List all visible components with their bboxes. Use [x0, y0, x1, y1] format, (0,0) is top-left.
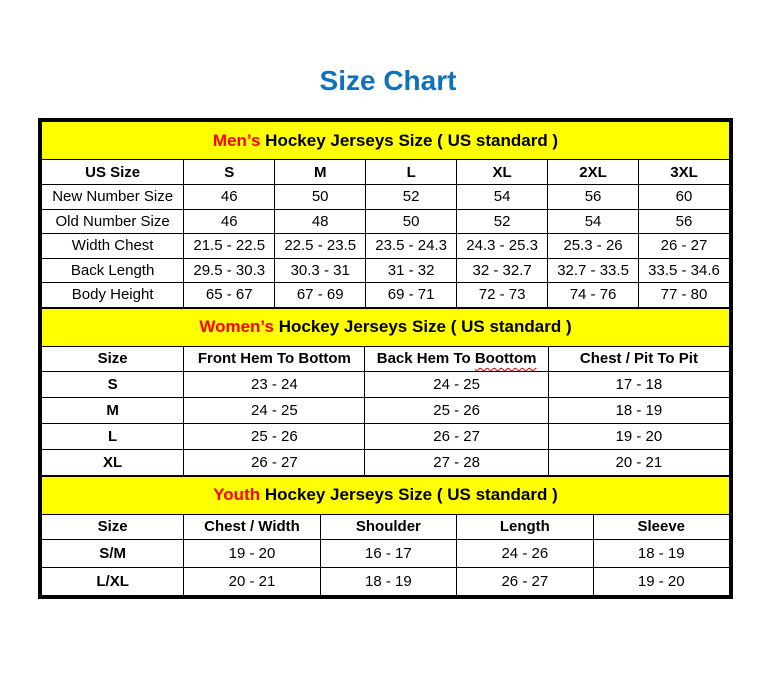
table-row: [42, 567, 730, 595]
header-row: [42, 514, 730, 539]
cell: 77 - 80: [639, 283, 730, 308]
row-label: S: [42, 371, 184, 397]
cell: 52: [457, 209, 548, 234]
column-header: Back Hem To Boottom: [365, 346, 548, 371]
section-band-youth: [42, 476, 730, 514]
cell: 19 - 20: [548, 423, 729, 449]
row-label: Old Number Size: [42, 209, 184, 234]
band-highlight: Youth: [213, 485, 261, 504]
band-title-rest: Hockey Jerseys Size ( US standard ): [260, 485, 558, 504]
cell: 50: [366, 209, 457, 234]
cell: 54: [548, 209, 639, 234]
cell: 18 - 19: [548, 397, 729, 423]
row-label: New Number Size: [42, 185, 184, 210]
cell: 50: [275, 185, 366, 210]
cell: 60: [639, 185, 730, 210]
cell: 23 - 24: [184, 371, 365, 397]
row-label: Back Length: [42, 258, 184, 283]
cell: 16 - 17: [320, 539, 456, 567]
cell: 48: [275, 209, 366, 234]
cell: 19 - 20: [593, 567, 729, 595]
table-row: [42, 209, 730, 234]
cell: 26 - 27: [639, 234, 730, 259]
column-header: Shoulder: [320, 514, 456, 539]
column-header: Chest / Width: [184, 514, 320, 539]
column-header: Length: [457, 514, 593, 539]
column-header: M: [275, 160, 366, 185]
table-youth: [41, 476, 730, 596]
size-chart-table: [38, 118, 733, 599]
table-row: [42, 258, 730, 283]
cell: 31 - 32: [366, 258, 457, 283]
header-row: [42, 160, 730, 185]
cell: 18 - 19: [320, 567, 456, 595]
table-row: [42, 397, 730, 423]
cell: 46: [184, 185, 275, 210]
cell: 26 - 27: [184, 449, 365, 475]
column-header: S: [184, 160, 275, 185]
table-mens: [41, 121, 730, 308]
column-header: Front Hem To Bottom: [184, 346, 365, 371]
band-highlight: Men’s: [212, 130, 261, 150]
cell: 56: [639, 209, 730, 234]
cell: 69 - 71: [366, 283, 457, 308]
section-band-mens: [42, 122, 730, 160]
page-title: Size Chart: [319, 65, 457, 96]
cell: 30.3 - 31: [275, 258, 366, 283]
table-row: [42, 185, 730, 210]
table-row: [42, 449, 730, 475]
misspelled-word: Boottom: [474, 350, 537, 367]
cell: 29.5 - 30.3: [184, 258, 275, 283]
table-row: [42, 423, 730, 449]
cell: 24 - 25: [365, 371, 548, 397]
cell: 32.7 - 33.5: [548, 258, 639, 283]
cell: 33.5 - 34.6: [639, 258, 730, 283]
column-header: Size: [42, 514, 184, 539]
cell: 74 - 76: [548, 283, 639, 308]
section-band-womens: [42, 308, 730, 346]
table-row: [42, 539, 730, 567]
row-label: M: [42, 397, 184, 423]
cell: 24 - 25: [184, 397, 365, 423]
cell: 24 - 26: [457, 539, 593, 567]
cell: 21.5 - 22.5: [184, 234, 275, 259]
cell: 67 - 69: [275, 283, 366, 308]
band-highlight: Women’s: [199, 317, 274, 336]
cell: 26 - 27: [365, 423, 548, 449]
column-header: 2XL: [548, 160, 639, 185]
row-label: S/M: [42, 539, 184, 567]
row-label: L/XL: [42, 567, 184, 595]
cell: 32 - 32.7: [457, 258, 548, 283]
column-header: L: [366, 160, 457, 185]
row-label: XL: [42, 449, 184, 475]
cell: 20 - 21: [548, 449, 729, 475]
cell: 22.5 - 23.5: [275, 234, 366, 259]
table-row: [42, 234, 730, 259]
cell: 19 - 20: [184, 539, 320, 567]
table-row: [42, 371, 730, 397]
cell: 18 - 19: [593, 539, 729, 567]
cell: 23.5 - 24.3: [366, 234, 457, 259]
cell: 25 - 26: [365, 397, 548, 423]
cell: 56: [548, 185, 639, 210]
cell: 25.3 - 26: [548, 234, 639, 259]
column-header: XL: [457, 160, 548, 185]
cell: 25 - 26: [184, 423, 365, 449]
band-title-rest: Hockey Jerseys Size ( US standard ): [273, 317, 572, 336]
column-header: Chest / Pit To Pit: [548, 346, 729, 371]
cell: 52: [366, 185, 457, 210]
column-header: Sleeve: [593, 514, 729, 539]
column-header: Size: [42, 346, 184, 371]
table-row: [42, 283, 730, 308]
column-header: US Size: [42, 160, 184, 185]
column-header: 3XL: [639, 160, 730, 185]
table-womens: [41, 308, 730, 476]
cell: 17 - 18: [548, 371, 729, 397]
cell: 72 - 73: [457, 283, 548, 308]
cell: 27 - 28: [365, 449, 548, 475]
band-title-rest: Hockey Jerseys Size ( US standard ): [260, 130, 559, 150]
header-row: [42, 346, 730, 371]
row-label: L: [42, 423, 184, 449]
cell: 24.3 - 25.3: [457, 234, 548, 259]
cell: 20 - 21: [184, 567, 320, 595]
row-label: Width Chest: [42, 234, 184, 259]
row-label: Body Height: [42, 283, 184, 308]
cell: 46: [184, 209, 275, 234]
cell: 54: [457, 185, 548, 210]
cell: 65 - 67: [184, 283, 275, 308]
cell: 26 - 27: [457, 567, 593, 595]
